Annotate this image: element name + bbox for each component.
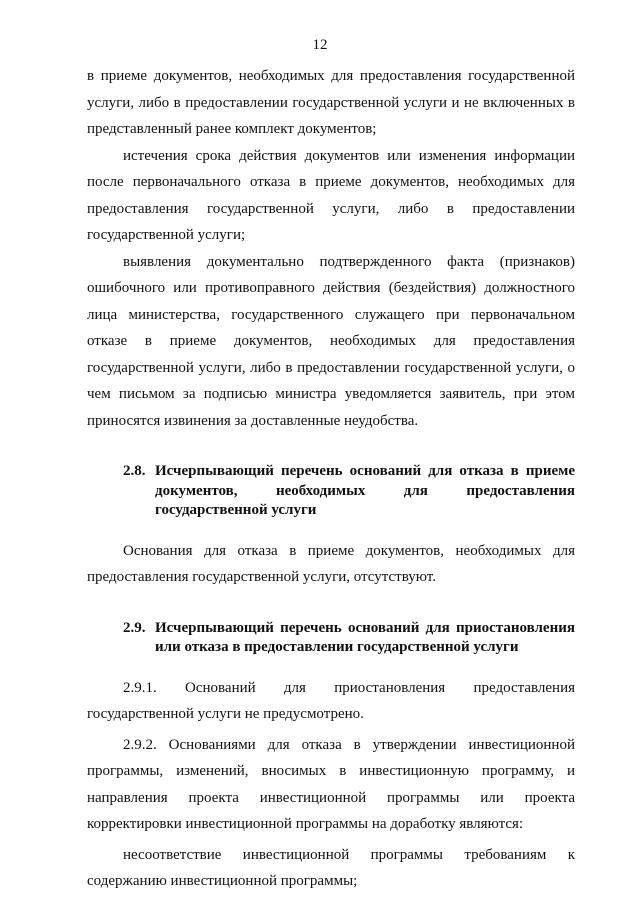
page-number: 12 <box>312 37 328 53</box>
section-number: 2.9. <box>123 619 146 636</box>
section-heading-2-9 <box>87 619 575 658</box>
paragraph-no-refusal-grounds: Основания для отказа в приеме документов, необходимых для предоставления государственной услуги, отсутствуют. <box>87 542 575 585</box>
paragraph-refusal-continuation: в приеме документов, необходимых для предоставления государственной услуги, либо в предоставлении государственной услуги и не включенных в представленный ранее комплект документов; <box>87 68 575 137</box>
paragraph-2-9-2: 2.9.2. Основаниями для отказа в утверждении инвестиционной программы, изменений, вносимых в инвестиционную программу, и направления проекта инвестиционной программы или проекта корректировки инвестиционной программы на доработку являются: <box>87 736 575 832</box>
section-title: Исчерпывающий перечень оснований для отказа в приеме документов, необходимых для предоставления государственной услуги <box>155 463 575 518</box>
section-title: Исчерпывающий перечень оснований для приостановления или отказа в предоставлении государственной услуги <box>155 619 575 655</box>
paragraph-erroneous-action: выявления документально подтвержденного факта (признаков) ошибочного или противоправного действия (бездействия) должностного лица министерства, государственного служащего при первоначальном отказе в приеме документов, необходимых для предоставления государственной услуги, либо в предоставлении государственной услуги, о чем письмом за подписью министра уведомляется заявитель, при этом приносятся извинения за доставленные неудобства. <box>87 253 575 429</box>
paragraph-document-expiry: истечения срока действия документов или изменения информации после первоначального отказа в приеме документов, необходимых для предоставления государственной услуги, либо в предоставлении государственной услуги; <box>87 147 575 243</box>
paragraph-2-9-1: 2.9.1. Оснований для приостановления предоставления государственной услуги не предусмотрено. <box>87 679 575 722</box>
paragraph-nonconformity: несоответствие инвестиционной программы требованиям к содержанию инвестиционной программы; <box>87 846 575 889</box>
section-number: 2.8. <box>123 463 146 479</box>
document-body <box>87 63 575 895</box>
section-heading-2-8 <box>87 462 575 521</box>
